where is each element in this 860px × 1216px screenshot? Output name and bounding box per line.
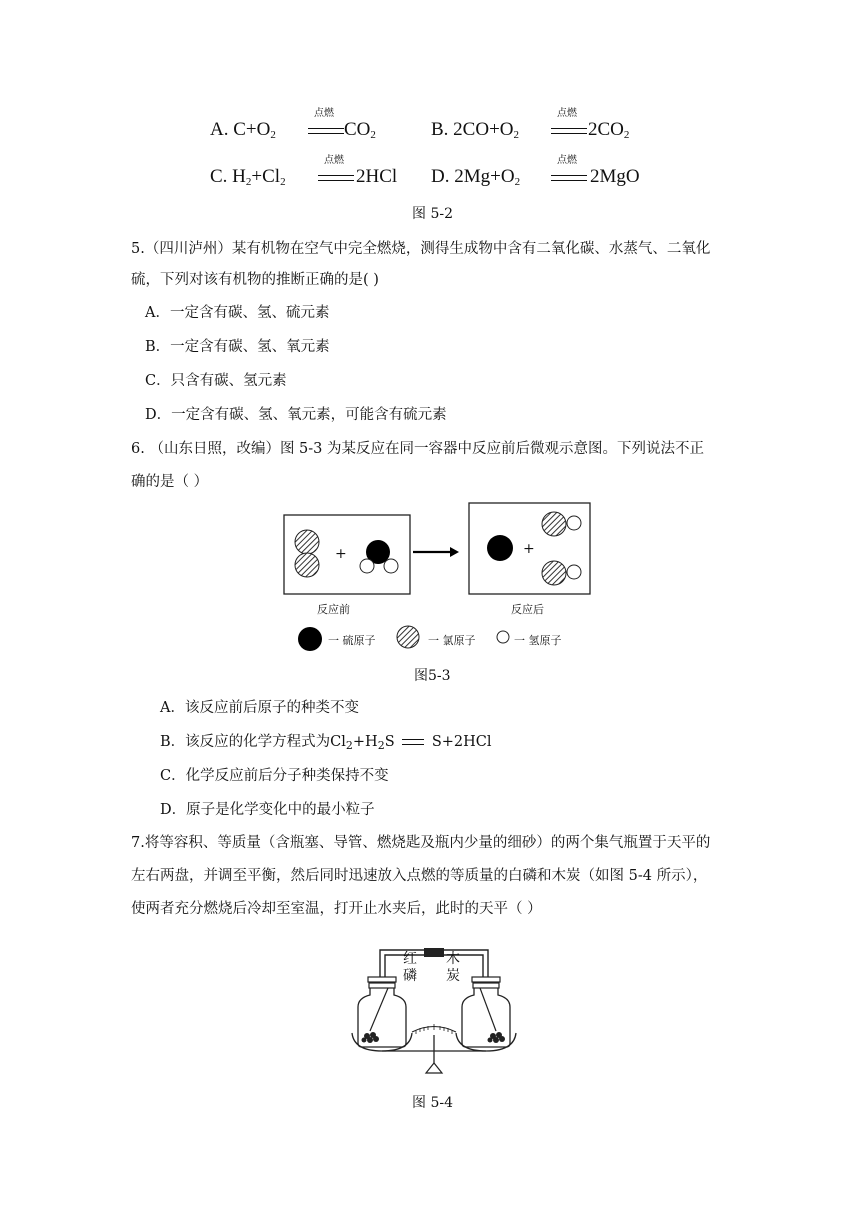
option-a: A．该反应前后原子的种类不变 <box>160 700 359 716</box>
condition-label: 点燃 <box>557 155 577 166</box>
legend-chlorine-label: 一 氯原子 <box>428 634 476 647</box>
hydrogen-legend-icon <box>497 631 509 643</box>
option-b: B．一定含有碳、氢、氧元素 <box>145 339 330 355</box>
label-charcoal: 木 炭 <box>446 951 460 984</box>
sulfur-atom <box>487 535 513 561</box>
hydrogen-atom <box>567 565 581 579</box>
hydrogen-atom <box>360 559 374 573</box>
question-7-line-1: 7.将等容积、等质量（含瓶塞、导管、燃烧匙及瓶内少量的细砂）的两个集气瓶置于天平的 <box>131 835 711 851</box>
equals-sign <box>318 175 354 181</box>
equation-d: D. $2Mg+O_2$ <box>431 166 521 188</box>
product-a: $CO_2$ <box>344 119 376 141</box>
arrow-head <box>450 547 459 557</box>
option-d: D．原子是化学变化中的最小粒子 <box>160 802 375 818</box>
option-d: D．一定含有碳、氢、氧元素，可能含有硫元素 <box>145 407 447 423</box>
option-c: C．化学反应前后分子种类保持不变 <box>160 768 389 784</box>
question-7-line-3: 使两者充分燃烧后冷却至室温，打开止水夹后，此时的天平（ ） <box>131 901 542 917</box>
hydrogen-atom <box>567 516 581 530</box>
equation-c: C. $H_2+Cl_2$ <box>210 166 286 188</box>
legend-sulfur-label: 一 硫原子 <box>328 634 376 647</box>
equation-b: B. $2CO+O_2$ <box>431 119 520 141</box>
condition-label: 点燃 <box>324 155 344 166</box>
equals-sign <box>308 128 344 134</box>
equals-sign <box>551 175 587 181</box>
equals-sign <box>551 128 587 134</box>
hydrogen-atom <box>384 559 398 573</box>
chlorine-atom <box>295 530 319 554</box>
equation-a: A. $C+O_2$ <box>210 119 276 141</box>
question-7-line-2: 左右两盘，并调至平衡，然后同时迅速放入点燃的等质量的白磷和木炭（如图 5-4 所示）， <box>131 868 708 884</box>
balance-diagram <box>340 935 530 1075</box>
chlorine-atom <box>542 512 566 536</box>
question-5-line-1: 5.（四川泸州）某有机物在空气中完全燃烧，测得生成物中含有二氧化碳、水蒸气、二氧化 <box>131 241 711 257</box>
condition-label: 点燃 <box>557 108 577 119</box>
legend-hydrogen-label: 一 氢原子 <box>514 634 562 647</box>
product-b: $2CO_2$ <box>588 119 630 141</box>
sulfur-legend-icon <box>298 627 322 651</box>
after-label: 反应后 <box>511 603 544 616</box>
plus-sign: + <box>335 546 347 562</box>
water-clamp <box>424 948 444 957</box>
chlorine-atom <box>295 553 319 577</box>
question-6-line-2: 确的是（ ） <box>131 474 209 490</box>
chlorine-legend-icon <box>397 626 419 648</box>
option-c: C．只含有碳、氢元素 <box>145 373 287 389</box>
equals-sign <box>402 739 424 745</box>
condition-label: 点燃 <box>314 108 334 119</box>
before-label: 反应前 <box>317 603 350 616</box>
label-red-phosphorus: 红 磷 <box>403 951 417 984</box>
question-5-line-2: 硫，下列对该有机物的推断正确的是( ) <box>131 272 379 288</box>
option-a: A．一定含有碳、氢、硫元素 <box>145 305 330 321</box>
plus-sign: + <box>523 541 535 557</box>
left-pan <box>352 1033 412 1051</box>
chlorine-atom <box>542 561 566 585</box>
question-6-line-1: 6. （山东日照，改编）图 5-3 为某反应在同一容器中反应前后微观示意图。下列说法不正 <box>131 441 705 457</box>
figure-caption: 图 5-4 <box>412 1095 453 1111</box>
right-pan <box>456 1033 516 1051</box>
figure-caption: 图5-3 <box>414 668 451 684</box>
product-d: 2MgO <box>590 166 640 187</box>
option-b: B．该反应的化学方程式为$Cl_2+H_2S$ S+2HCl <box>160 734 492 752</box>
product-c: 2HCl <box>356 166 398 187</box>
figure-caption: 图 5-2 <box>412 206 453 222</box>
balance-base <box>426 1063 442 1073</box>
